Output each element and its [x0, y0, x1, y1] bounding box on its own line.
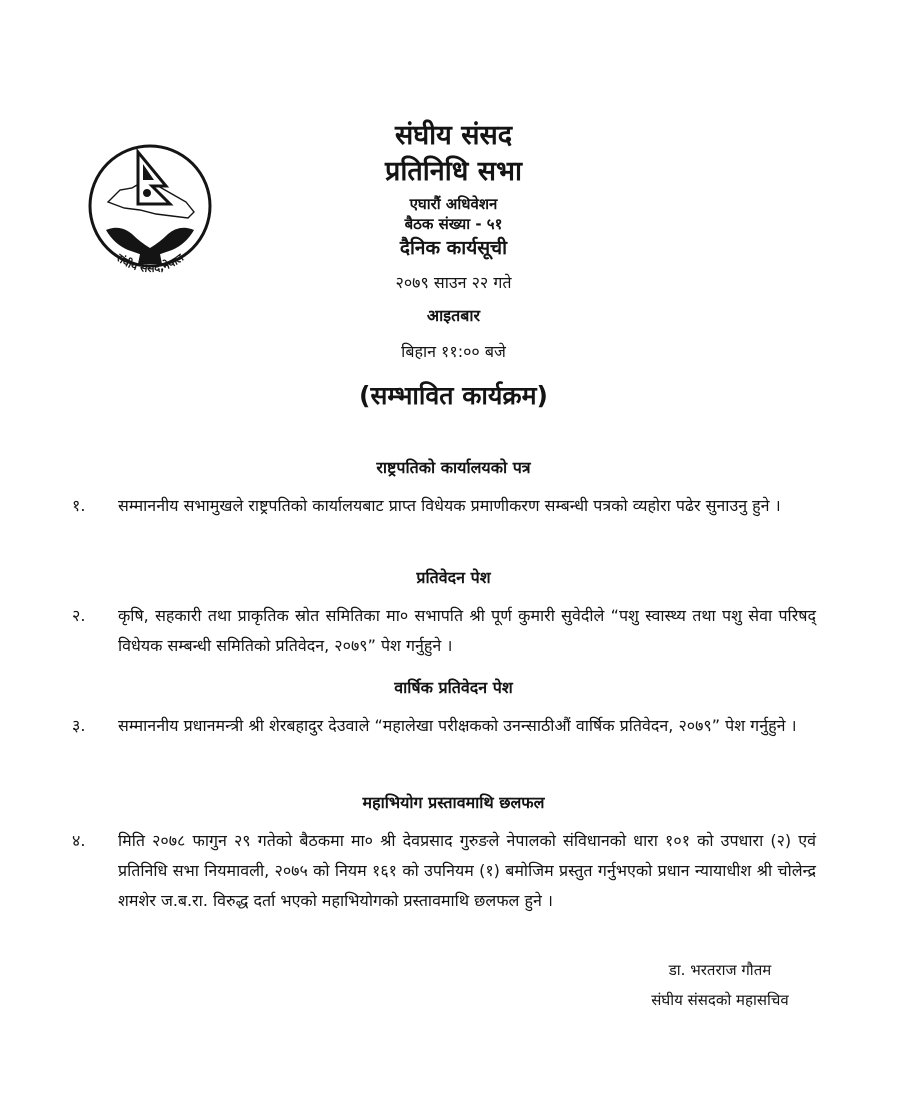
section-title: महाभियोग प्रस्तावमाथि छलफल [362, 793, 545, 812]
agenda-item [0, 711, 907, 741]
header-day: आइतबार [426, 306, 481, 325]
document-header [0, 118, 907, 416]
signatory-title: संघीय संसदको महासचिव [651, 991, 789, 1009]
signature-block [590, 955, 850, 1015]
header-probable-program: (सम्भावित कार्यक्रम) [359, 381, 548, 410]
agenda-section [0, 565, 907, 661]
section-title: राष्ट्रपतिको कार्यालयको पत्र [376, 458, 531, 477]
section-title: वार्षिक प्रतिवेदन पेश [394, 678, 513, 697]
item-text: कृषि, सहकारी तथा प्राकृतिक स्रोत समितिका मा० सभापति श्री पूर्ण कुमारी सुवेदीले “पशु स्वास्थ्य तथा पशु सेवा परिषद् विधेयक सम्बन्धी समितिको प्रतिवेदन, २०७९” पेश गर्नुहुने । [118, 606, 816, 655]
header-house-of-representatives: प्रतिनिधि सभा [385, 156, 522, 187]
item-number: ३. [72, 716, 86, 735]
header-time: बिहान ११:०० बजे [401, 342, 506, 361]
agenda-section [0, 455, 907, 521]
item-number: २. [72, 606, 86, 625]
agenda-item [0, 826, 907, 916]
header-meeting-number: बैठक संख्या - ५१ [404, 215, 503, 233]
emblem-caption: संघीय संसद,नेपाल [113, 251, 187, 276]
item-number: ४. [72, 831, 86, 850]
agenda-section [0, 790, 907, 916]
item-text: सम्माननीय प्रधानमन्त्री श्री शेरबहादुर देउवाले “महालेखा परीक्षकको उनन्साठीऔं वार्षिक प्रतिवेदन, २०७९” पेश गर्नुहुने । [118, 716, 797, 735]
header-date: २०७९ साउन २२ गते [395, 273, 512, 292]
agenda-section [0, 675, 907, 741]
section-title: प्रतिवेदन पेश [416, 568, 491, 587]
agenda-item [0, 601, 907, 661]
agenda-item [0, 491, 907, 521]
item-text: सम्माननीय सभामुखले राष्ट्रपतिको कार्यालयबाट प्राप्त विधेयक प्रमाणीकरण सम्बन्धी पत्रको व्यहोरा पढेर सुनाउनु हुने । [118, 496, 781, 515]
item-text: मिति २०७८ फागुन २९ गतेको बैठकमा मा० श्री देवप्रसाद गुरुङले नेपालको संविधानको धारा १०१ को उपधारा (२) एवं प्रतिनिधि सभा नियमावली, २०७५ को नियम १६१ को उपनियम (१) बमोजिम प्रस्तुत गर्नुभएको प्रधान न्यायाधीश श्री चोलेन्द्र शमशेर ज.ब.रा. विरुद्ध दर्ता भएको महाभियोगको प्रस्तावमाथि छलफल हुने । [118, 831, 816, 910]
header-session: एघारौं अधिवेशन [409, 195, 498, 213]
item-number: १. [72, 496, 86, 515]
signatory-name: डा. भरतराज गौतम [668, 961, 772, 979]
header-federal-parliament: संघीय संसद [394, 120, 513, 151]
header-daily-agenda: दैनिक कार्यसूची [399, 237, 508, 259]
